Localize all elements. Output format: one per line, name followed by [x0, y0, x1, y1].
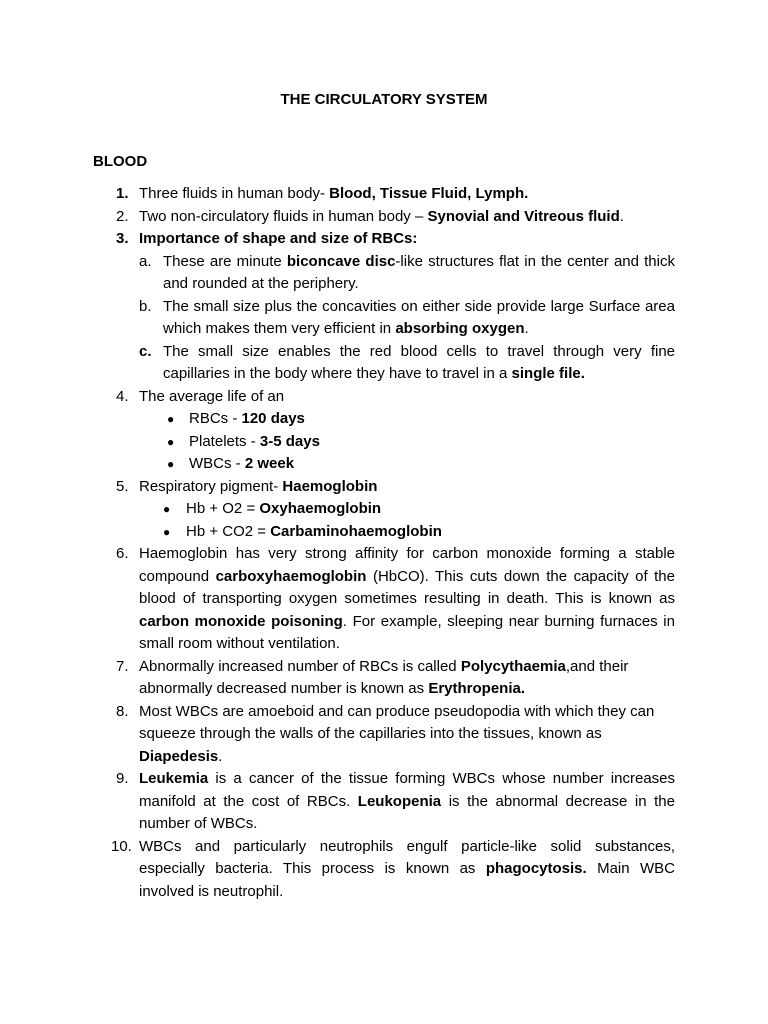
- bullet-icon: ●: [163, 502, 171, 516]
- bullet-icon: ●: [167, 457, 175, 471]
- sub-item-b: b. The small size plus the concavities on either side provide large Surface area which makes them very efficient in absorbing oxygen.: [139, 297, 675, 337]
- list-item-1: 1. Three fluids in human body- Blood, Tissue Fluid, Lymph.: [116, 185, 529, 202]
- sub-item-c: c. The small size enables the red blood cells to travel through very fine capillaries in the body where they have to travel in a single file.: [139, 342, 675, 382]
- list-item-4: 4. The average life of an: [116, 387, 285, 405]
- list-item-10: 10. WBCs and particularly neutrophils engulf particle-like solid substances, especially bacteria. This process is known as phagocytosis. Main WBC involved is neutrophil.: [111, 837, 675, 900]
- section-heading-blood: BLOOD: [93, 153, 148, 170]
- list-item-9: 9. Leukemia is a cancer of the tissue forming WBCs whose number increases manifold at the cost of RBCs. Leukopenia is the abnormal decrease in the number of WBCs.: [116, 770, 675, 832]
- list-item-6: 6. Haemoglobin has very strong affinity for carbon monoxide forming a stable compound carboxyhaemoglobin (HbCO). This cuts down the capacity of the blood of transporting oxygen sometimes resulting in death. This is known as carbon monoxide poisoning. For example, sleeping near burning furnaces in small room without ventilation.: [116, 545, 675, 652]
- bullet-oxyhaemoglobin: ● Hb + O2 = Oxyhaemoglobin: [92, 498, 675, 521]
- list-item-2: 2. Two non-circulatory fluids in human body – Synovial and Vitreous fluid.: [116, 207, 624, 225]
- page-title: THE CIRCULATORY SYSTEM: [280, 91, 488, 108]
- bullet-icon: ●: [163, 524, 171, 539]
- list-item-3: 3. Importance of shape and size of RBCs:: [116, 230, 418, 247]
- bullet-platelets: ● Platelets - 3-5 days: [92, 431, 675, 454]
- bullet-wbcs: ● WBCs - 2 week: [92, 453, 675, 476]
- bullet-rbcs: ● RBCs - 120 days: [92, 408, 675, 431]
- numbered-list: [92, 183, 675, 903]
- bullet-icon: ●: [167, 412, 175, 426]
- bullet-carbaminohaemoglobin: ● Hb + CO2 = Carbaminohaemoglobin: [92, 521, 675, 544]
- bullet-icon: ●: [167, 434, 175, 449]
- sub-item-a: a. These are minute biconcave disc-like structures flat in the center and thick and rounded at the periphery.: [139, 252, 675, 292]
- list-item-7: 7. Abnormally increased number of RBCs is called Polycythaemia,and their abnormally decreased number is known as Erythropenia.: [116, 657, 629, 697]
- list-item-8: 8. Most WBCs are amoeboid and can produce pseudopodia with which they can squeeze through the walls of the capillaries into the tissues, known as Diapedesis.: [116, 702, 655, 765]
- list-item-5: 5. Respiratory pigment- Haemoglobin: [116, 477, 378, 495]
